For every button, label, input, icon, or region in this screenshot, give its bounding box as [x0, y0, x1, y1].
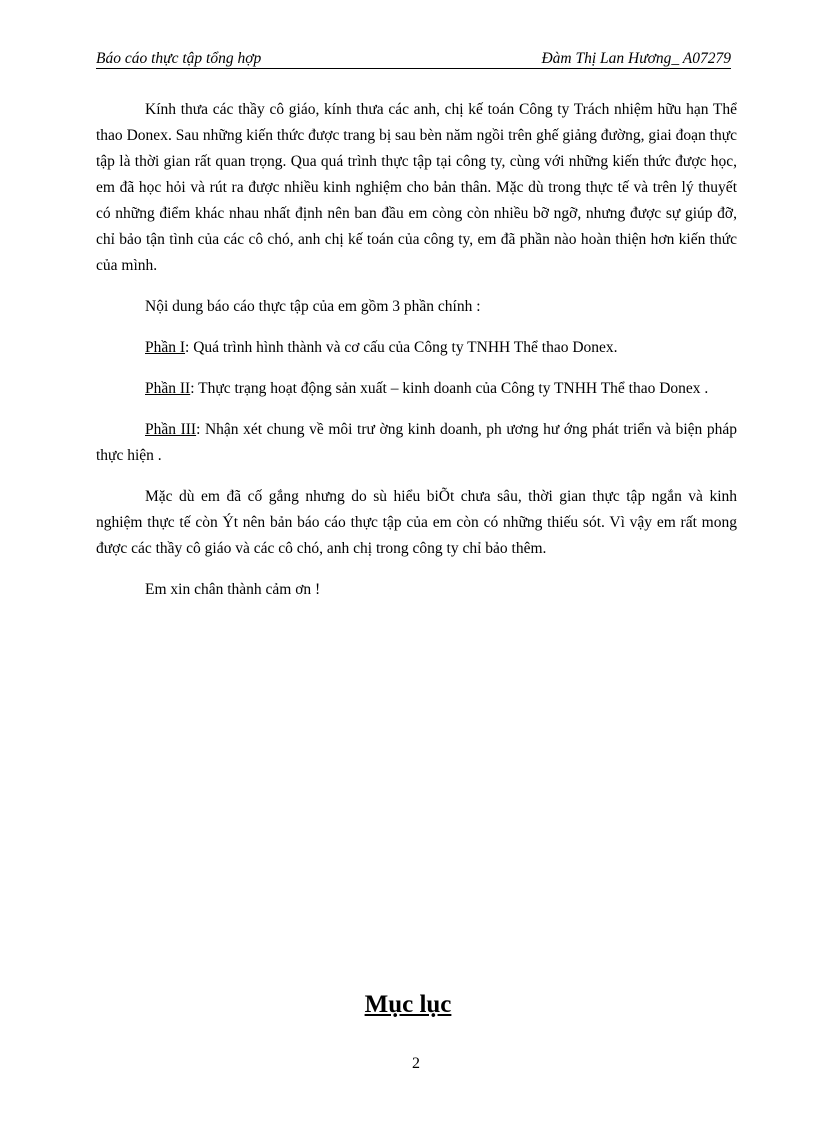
document-body [96, 97, 737, 618]
header-author: Đàm Thị Lan Hương_ A07279 [541, 50, 731, 67]
thanks-paragraph: Em xin chân thành cảm ơn ! [145, 581, 321, 598]
header-title: Báo cáo thực tập tổng hợp [96, 50, 262, 67]
part-3-label: Phần III [145, 421, 197, 438]
part-1-label: Phần I [145, 339, 186, 356]
part-3-text: : Nhận xét chung về môi trư ờng kinh doanh, ph ương hư ớng phát triển và biện pháp thực hiện . [96, 421, 737, 464]
table-of-contents-heading: Mục lục [364, 991, 452, 1018]
outline-intro-paragraph: Nội dung báo cáo thực tập của em gồm 3 phần chính : [145, 298, 481, 315]
part-3-paragraph [96, 417, 737, 469]
part-1-paragraph [96, 335, 737, 361]
part-2-label: Phần II [145, 380, 191, 397]
intro-paragraph: Kính thưa các thầy cô giáo, kính thưa các anh, chị kế toán Công ty Trách nhiệm hữu hạn Thể thao Donex. Sau những kiến thức được trang bị sau bèn năm ngồi trên ghế giảng đường, giai đoạn thực tập là thời gian rất quan trọng. Qua quá trình thực tập tại công ty, cùng với những kiến thức được học, em đã học hỏi và rút ra được nhiều kinh nghiệm cho bản thân. Mặc dù trong thực tế và trên lý thuyết có những điểm khác nhau nhất định nên ban đầu em còng còn nhiều bỡ ngỡ, nhưng được sự giúp đỡ, chỉ bảo tận tình của các cô chó, anh chị kế toán của công ty, em đã phần nào hoàn thiện hơn kiến thức của mình. [96, 101, 737, 274]
closing-paragraph: Mặc dù em đã cố gắng nhưng do sù hiểu biÕt chưa sâu, thời gian thực tập ngắn và kinh nghiệm thực tế còn Ýt nên bản báo cáo thực tập của em còn có những thiếu sót. Vì vậy em rất mong được các thầy cô giáo và các cô chó, anh chị trong công ty chỉ bảo thêm. [96, 488, 737, 557]
page-header [96, 48, 731, 69]
page-number: 2 [412, 1055, 420, 1072]
part-2-paragraph [96, 376, 737, 402]
part-1-text: : Quá trình hình thành và cơ cấu của Công ty TNHH Thể thao Donex. [185, 339, 618, 356]
part-2-text: : Thực trạng hoạt động sản xuất – kinh doanh của Công ty TNHH Thể thao Donex . [190, 380, 709, 397]
